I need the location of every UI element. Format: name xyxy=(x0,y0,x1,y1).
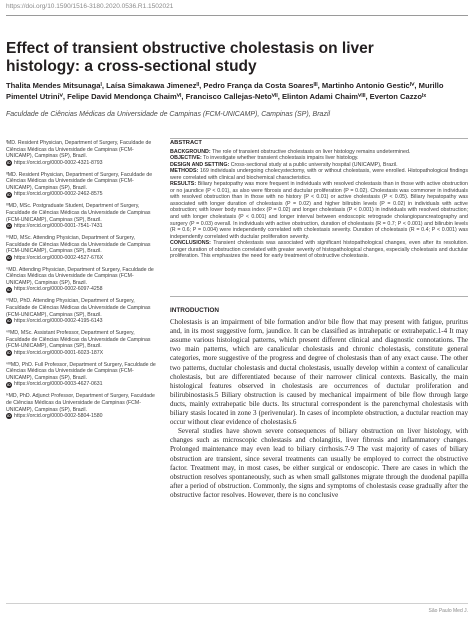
author-list: Thalita Mendes Mitsunagaᴵ, Laísa Simakawa Jimenezᴵᴵ, Pedro França da Costa Soaresᴵᴵᴵ, Martinho Antonio Gesticᴵⱽ, Murillo Pimentel Utriniⱽ, Felipe David Mendonça Chaimⱽᴵ, Francisco Callejas-Netoⱽᴵᴵ, Elinton Adami Chaimⱽᴵᴵᴵ, Everton Cazzoᴵˣ xyxy=(6,81,444,101)
doi-link[interactable]: https://doi.org/10.1590/1516-3180.2020.0536.R1.1502021 xyxy=(6,3,174,10)
label: BACKGROUND: xyxy=(170,148,211,155)
orcid-link[interactable] xyxy=(6,191,103,198)
affiliation-entry xyxy=(6,267,156,294)
orcid-icon: iD xyxy=(7,224,11,229)
affiliation-text: ⱽᴵᴵᴵMD, PhD. Full Professor, Department of Surgery, Faculdade de Ciências Médicas da Universidade de Campinas (FCM-UNICAMP), Campinas (SP), Brazil. xyxy=(6,361,156,381)
affiliation-entry xyxy=(6,298,156,325)
orcid-icon: iD xyxy=(7,382,11,387)
orcid-url[interactable]: https://orcid.org/0000-0003-4627-0631 xyxy=(14,381,103,388)
orcid-url[interactable]: https://orcid.org/0000-0002-5804-1580 xyxy=(14,413,103,420)
header-divider xyxy=(6,15,468,16)
label: CONCLUSIONS: xyxy=(170,240,211,247)
text: Biliary hepatopathy was more frequent in individuals with resolved cholestasis than in those with active obstruction or no jaundice (P < 0.01), as also were fibrosis and ductular proliferation (P = 0.02). Cholestasis was commoner in individuals with resolved obstruction than in those with no history (P < 0.01) or active cholestasis (P < 0.05). Biliary hepatopathy was associated with longer duration of cholestasis (P = 0.02) and higher bilirubin levels (P = 0.02) in individuals with active obstruction; with lower body mass index (P = 0.02) and longer cholestasis (P < 0.001) in individuals with resolved obstruction; and with longer cholestasis (P < 0.001) and longer interval between endoscopic retrograde cholangiopancreatography and surgery (P = 0.03) overall. In individuals with active obstruction, duration of cholestasis (R = 0.7; P < 0.001) and bilirubin levels (R = 0.6; P = 0.004) were independently correlated with cholestasis severity. Duration of cholestasis (R = 0.4; P < 0.001) was independently correlated with ductular proliferation severity. xyxy=(170,181,468,240)
orcid-icon: iD xyxy=(7,256,11,261)
affiliation-text: ⱽMD. Attending Physician, Department of Surgery, Faculdade de Ciências Médicas da Universidade de Campinas (FCM-UNICAMP), Campinas (SP), Brazil. xyxy=(6,266,154,286)
abstract-results xyxy=(170,181,468,240)
affiliation-text: ⱽᴵᴵMD, MSc. Assistant Professor, Department of Surgery, Faculdade de Ciências Médicas da Universidade de Campinas (FCM-UNICAMP), Campinas (SP), Brazil. xyxy=(6,330,151,350)
label: OBJECTIVE: xyxy=(170,155,202,162)
text: The role of transient obstructive cholestasis on liver histology remains undetermined. xyxy=(210,148,411,155)
abstract-heading: ABSTRACT xyxy=(170,140,202,146)
orcid-url[interactable]: https://orcid.org/0000-0002-4195-6143 xyxy=(14,318,103,325)
introduction-section xyxy=(170,306,468,500)
orcid-link[interactable] xyxy=(6,160,103,167)
affiliation-text: ᴵᴵMD. Resident Physician, Department of Surgery, Faculdade de Ciências Médicas da Universidade de Campinas (FCM-UNICAMP), Campinas (SP), Brazil. xyxy=(6,171,153,191)
affiliation-entry xyxy=(6,172,156,199)
abstract-conclusions xyxy=(170,240,468,260)
orcid-icon: iD xyxy=(7,414,11,419)
text: Cross-sectional study at a public university hospital (UNICAMP), Brazil. xyxy=(229,161,398,168)
introduction-paragraph: Several studies have shown severe consequences of biliary obstruction on liver histology, with changes such as microscopic cholestasis and cholangitis, liver fibrosis and inflammatory changes. Prolonged maintenance may even lead to biliary cirrhosis.7-9 The vast majority of cases of biliary obstruction are transient, since several treatments can usually be employed to correct the obstructive factor. Treatment may, in most cases, be either surgical or endoscopic. There are cases in which the obstruction resolves spontaneously, such as when small gallstones migrate through the duodenal papilla after a period of obstruction. Commonly, the signs and symptoms of cholestasis cease gradually after the obstructive factor resolves. However, there is no conclusive xyxy=(170,427,468,499)
affiliation-text: ᴵᴵᴵMD, MSc. Postgraduate Student, Department of Surgery, Faculdade de Ciências Médicas da Universidade de Campinas (FCM-UNICAMP), Campinas (SP), Brazil. xyxy=(6,203,151,223)
orcid-icon: iD xyxy=(7,192,11,197)
author-affiliations-sidebar xyxy=(6,140,156,425)
text: To investigate whether transient cholestasis impairs liver histology. xyxy=(201,155,359,162)
affiliation-text: ᴵˣMD, PhD. Adjunct Professor, Department of Surgery, Faculdade de Ciências Médicas da Universidade de Campinas (FCM-UNICAMP), Campinas (SP), Brazil. xyxy=(6,393,155,413)
footer-divider xyxy=(6,603,468,604)
orcid-icon: iD xyxy=(7,161,11,166)
orcid-link[interactable] xyxy=(6,318,103,325)
article-title: Effect of transient obstructive cholestasis on liver histology: a cross-sectional study xyxy=(6,40,374,75)
abstract-bottom-divider xyxy=(170,296,468,297)
orcid-url[interactable]: https://orcid.org/0000-0002-6097-4258 xyxy=(14,286,103,293)
affiliation-text: ᴵⱽMD, MSc. Attending Physician, Department of Surgery, Faculdade de Ciências Médicas da Universidade de Campinas (FCM-UNICAMP), Campinas (SP), Brazil. xyxy=(6,235,151,255)
affiliation-entry xyxy=(6,235,156,262)
text: 169 individuals undergoing cholecystectomy, with or without cholestasis, were enrolled. Histopathological findings were correlated with clinical and biochemical characteristics. xyxy=(170,168,468,181)
journal-footer: São Paulo Med J. xyxy=(428,608,468,614)
orcid-url[interactable]: https://orcid.org/0000-0002-4527-676X xyxy=(14,254,104,261)
abstract-methods xyxy=(170,168,468,181)
orcid-url[interactable]: https://orcid.org/0000-0001-7541-7431 xyxy=(14,223,103,230)
orcid-icon: iD xyxy=(7,351,11,356)
affiliation-text: ᴵMD. Resident Physician, Department of Surgery, Faculdade de Ciências Médicas da Universidade de Campinas (FCM-UNICAMP), Campinas (SP), Brazil. xyxy=(6,140,152,160)
label: RESULTS: xyxy=(170,181,197,188)
introduction-heading: INTRODUCTION xyxy=(170,307,219,314)
abstract-top-divider xyxy=(170,138,468,139)
affiliation-entry xyxy=(6,203,156,230)
affiliation-entry xyxy=(6,140,156,167)
orcid-link[interactable] xyxy=(6,413,103,420)
orcid-link[interactable] xyxy=(6,350,103,357)
affiliation-entry xyxy=(6,330,156,357)
text: Transient cholestasis was associated with significant histopathological changes, even after its resolution. Longer duration of obstruction correlated with greater severity of histopathological changes, especially cholestasis and ductular proliferation. This emphasizes the need for early treatment of obstructive cholestasis. xyxy=(170,240,468,260)
label: DESIGN AND SETTING: xyxy=(170,161,230,168)
orcid-icon: iD xyxy=(7,319,11,324)
label: METHODS: xyxy=(170,168,199,175)
orcid-url[interactable]: https://orcid.org/0000-0001-6023-187X xyxy=(14,349,104,356)
affiliation-entry xyxy=(6,362,156,389)
orcid-url[interactable]: https://orcid.org/0000-0002-2462-8575 xyxy=(14,191,103,198)
affiliation-text: ⱽᴵMD, PhD. Attending Physician, Department of Surgery, Faculdade de Ciências Médicas da Universidade de Campinas (FCM-UNICAMP), Campinas (SP), Brazil. xyxy=(6,298,151,318)
affiliation-entry xyxy=(6,393,156,420)
introduction-paragraph: Cholestasis is an impairment of bile formation and/or bile flow that may present with fatigue, pruritus and, in its most suggestive form, jaundice. It can be classified as intrahepatic or extrahepatic.1-4 It may assume various histological patterns, which present different clinical and diagnostic connotations. The two main patterns, which are canalicular cholestasis and chronic cholestasis, constitute general categories, more suggestive of the progress and degree of cholestasis than of any exact cause. The other two patterns, ductular cholestasis and ductal cholestasis, usually develop within a context of canalicular cholestasis, but are differentiated because of their narrower clinical contexts. Basically, the main histological features observed in cholestasis are occurrences of ductular proliferation and bilirubinostasis.5 Biliary obstruction is caused by mechanical impairment of bile flow through large ducts, mainly extrahepatic bile ducts. Its structural correspondent is the parenchymal cholestasis with biliary stasis located in zone 3 (perivenular). In cases of incomplete obstruction, a ductular reaction may occur without clear evidence of cholestasis.6 xyxy=(170,318,468,427)
abstract-section xyxy=(170,140,468,260)
orcid-link[interactable] xyxy=(6,381,103,388)
orcid-link[interactable] xyxy=(6,255,103,262)
orcid-icon: iD xyxy=(7,287,11,292)
orcid-link[interactable] xyxy=(6,223,103,230)
orcid-link[interactable] xyxy=(6,286,103,293)
orcid-url[interactable]: https://orcid.org/0000-0002-4321-8793 xyxy=(14,159,103,166)
main-affiliation: Faculdade de Ciências Médicas da Universidade de Campinas (FCM-UNICAMP), Campinas (SP), Brazil xyxy=(6,111,331,118)
